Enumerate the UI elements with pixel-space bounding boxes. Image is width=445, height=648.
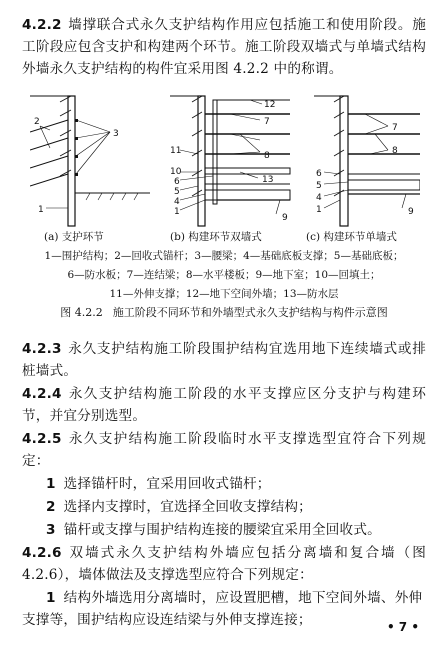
label-b-7: 7 (264, 117, 270, 127)
figure-number: 图 4.2.2 (60, 306, 103, 319)
label-c-5: 5 (316, 181, 322, 191)
sub-caption-b: (b) 构建环节双墙式 (170, 231, 262, 243)
section-4-2-6 (22, 542, 426, 586)
list-item (46, 473, 426, 495)
panel-a-diagram (30, 96, 150, 226)
label-b-11: 11 (170, 146, 182, 156)
label-b-12: 12 (264, 100, 276, 110)
label-b-4: 4 (174, 197, 180, 207)
item-number: 1 (46, 476, 56, 492)
section-number: 4.2.2 (22, 17, 62, 33)
section-number: 4.2.3 (22, 341, 62, 357)
panel-c-diagram (314, 96, 420, 226)
label-c-7: 7 (392, 123, 398, 133)
sub-caption-c: (c) 构建环节单墙式 (306, 231, 397, 243)
section-number: 4.2.4 (22, 386, 62, 402)
figure-legend-line-2: 6—防水板；7—连结梁；8—水平楼板；9—地下室；10—回填土； (67, 269, 381, 281)
list-item (46, 496, 426, 518)
section-4-2-2 (22, 14, 426, 80)
label-a-3: 3 (113, 129, 119, 139)
item-number: 2 (46, 499, 56, 515)
figure-4-2-2 (30, 90, 420, 240)
label-a-2: 2 (34, 117, 40, 127)
sub-caption-a: (a) 支护环节 (44, 231, 104, 243)
figure-caption (22, 303, 426, 323)
figure-legend-line-3: 11—外伸支撑；12—地下空间外墙；13—防水层 (109, 288, 339, 300)
label-b-13: 13 (262, 175, 274, 185)
label-c-9: 9 (408, 207, 414, 217)
label-c-6: 6 (316, 169, 322, 179)
page-number: • 7 • (386, 620, 419, 634)
list-item (46, 519, 426, 541)
section-text: 双墙式永久支护结构外墙应包括分离墙和复合墙（图 4.2.6），墙体做法及支撑选型应符合下列规定： (22, 545, 426, 583)
label-b-8: 8 (264, 151, 270, 161)
figure-legend-line-1: 1—围护结构；2—回收式锚杆；3—腰梁；4—基础底板支撑；5—基础底板； (44, 250, 404, 262)
section-4-2-3 (22, 338, 426, 382)
label-c-8: 8 (392, 146, 398, 156)
item-text: 选择锚杆时，宜采用回收式锚杆； (63, 476, 271, 492)
label-b-6: 6 (174, 177, 180, 187)
label-a-1: 1 (38, 205, 44, 215)
label-b-9: 9 (282, 213, 288, 223)
label-b-10: 10 (170, 167, 182, 177)
label-b-1: 1 (174, 207, 180, 217)
section-number: 4.2.6 (22, 545, 62, 561)
section-4-2-5 (22, 428, 426, 472)
label-c-1: 1 (316, 205, 322, 215)
section-text: 墙撑联合式永久支护结构作用应包括施工和使用阶段。施工阶段应包含支护和构建两个环节。施工阶段双墙式与单墙式结构外墙永久支护结构的构件宜采用图 4.2.2 中的称谓。 (22, 17, 426, 77)
item-text: 选择内支撑时，宜选择全回收支撑结构； (63, 499, 312, 515)
list-item (22, 587, 426, 631)
figure-title: 施工阶段不同环节和外墙型式永久支护结构与构件示意图 (112, 306, 388, 319)
item-number: 1 (46, 590, 56, 606)
panel-b-diagram (170, 96, 290, 226)
item-number: 3 (46, 522, 56, 538)
item-text: 结构外墙选用分离墙时，应设置肥槽，地下空间外墙、外伸支撑等，围护结构应设连结梁与外伸支撑连接； (22, 590, 423, 628)
section-text: 永久支护结构施工阶段临时水平支撑选型宜符合下列规定： (22, 431, 426, 469)
label-c-4: 4 (316, 193, 322, 203)
section-number: 4.2.5 (22, 431, 62, 447)
label-b-5: 5 (174, 187, 180, 197)
section-text: 永久支护结构施工阶段的水平支撑应区分支护与构建环节，并宜分别选型。 (22, 386, 426, 424)
section-4-2-4 (22, 383, 426, 427)
section-text: 永久支护结构施工阶段围护结构宜选用地下连续墙式或排桩墙式。 (22, 341, 426, 379)
item-text: 锚杆或支撑与围护结构连接的腰梁宜采用全回收式。 (63, 522, 381, 538)
